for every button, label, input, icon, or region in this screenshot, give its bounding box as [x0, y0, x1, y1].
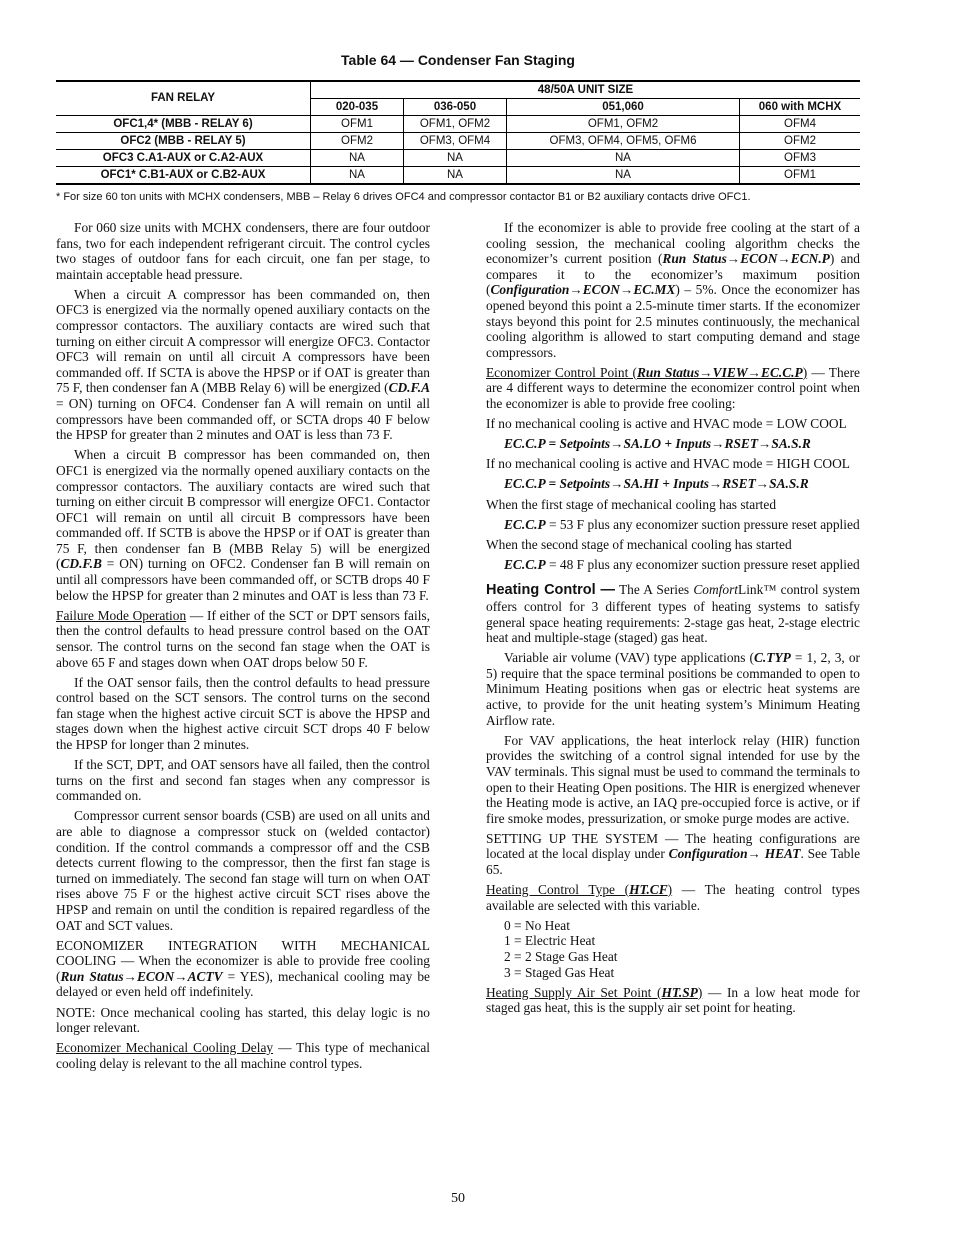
- note: NOTE: Once mechanical cooling has started, this delay logic is no longer relevant.: [56, 1004, 430, 1036]
- table-cell: NA: [404, 167, 507, 185]
- paragraph: Failure Mode Operation — If either of the SCT or DPT sensors fails, then the control defaults to head pressure control based on the OAT sensor. The control turns on the second fan stage when the OAT is above 65 F and stages down when OAT drops below 50 F.: [56, 607, 430, 670]
- paragraph: For 060 size units with MCHX condensers, there are four outdoor fans, two for each independent refrigerant circuit. The control cycles two stages of outdoor fans for each circuit, one fan per stage, to maintain acceptable head pressure.: [56, 220, 430, 282]
- paragraph: Compressor current sensor boards (CSB) are used on all units and are able to diagnose a compressor stuck on (welded contactor) condition. If the control commands a compressor off and the CSB detects current flowing to the compressor, then the first fan stage is turned on immediately. The second fan stage will turn on when OAT rises above 75 F or the highest active circuit SCT rises above the HPSP and remain on until the condition is repaired regardless of the OAT and SCT values.: [56, 808, 430, 933]
- list-item: 2 = 2 Stage Gas Heat: [504, 948, 618, 964]
- paragraph: ECONOMIZER INTEGRATION WITH MECHANICAL COOLING — When the economizer is able to provide free cooling (Run Status→ECON→ACTV = YES), mechanical cooling may be delayed or even held off indefinitely.: [56, 937, 430, 1000]
- subheading: Economizer Mechanical Cooling Delay: [56, 1040, 274, 1056]
- paragraph: When the first stage of mechanical cooling has started: [486, 496, 777, 512]
- subheading: Heating Control Type (HT.CF): [486, 882, 673, 898]
- paragraph: If no mechanical cooling is active and HVAC mode = HIGH COOL: [486, 456, 850, 472]
- table-cell: OFM1: [311, 116, 404, 133]
- paragraph: When the second stage of mechanical cooling has started: [486, 536, 792, 552]
- paragraph: If the SCT, DPT, and OAT sensors have all failed, then the control turns on the first and second fan stages when any compressor is commanded on.: [56, 757, 430, 804]
- formula: EC.C.P = 48 F plus any economizer suction pressure reset applied: [504, 556, 860, 572]
- right-column: [486, 220, 860, 1020]
- table-cell: NA: [507, 167, 740, 185]
- table-cell: OFM3, OFM4, OFM5, OFM6: [507, 133, 740, 150]
- section-heading: Heating Control —: [486, 582, 616, 599]
- table-row: [56, 133, 860, 150]
- paragraph: Heating Control Type (HT.CF) — The heating control types available are selected with this variable.: [486, 882, 860, 913]
- left-column: [56, 220, 430, 1076]
- paragraph: If no mechanical cooling is active and HVAC mode = LOW COOL: [486, 416, 847, 432]
- paragraph: Heating Supply Air Set Point (HT.SP) — In a low heat mode for staged gas heat, this is the supply air set point for heating.: [486, 984, 860, 1016]
- paragraph: If the OAT sensor fails, then the control defaults to head pressure control based on the SCT sensors. The control turns on the second fan stage when the highest active circuit SCT is above the HPSP and stages down when the highest active circuit SCT drops 40 F below the HPSP for longer than 2 minutes.: [56, 674, 430, 752]
- formula: EC.C.P = Setpoints→SA.LO + Inputs→RSET→SA.S.R: [504, 436, 811, 452]
- paragraph: SETTING UP THE SYSTEM — The heating configurations are located at the local display under Configuration→ HEAT. See Table 65.: [486, 830, 861, 877]
- header-size: 060 with MCHX: [740, 99, 861, 116]
- condenser-fan-staging-table: [56, 80, 860, 185]
- formula: EC.C.P = Setpoints→SA.HI + Inputs→RSET→SA.S.R: [504, 476, 809, 492]
- fan-relay-cell: OFC3 C.A1-AUX or C.A2-AUX: [56, 150, 311, 167]
- fan-relay-cell: OFC1,4* (MBB - RELAY 6): [56, 116, 311, 133]
- paragraph: When a circuit B compressor has been commanded on, then OFC1 is energized via the normally opened auxiliary contacts on the compressor contactors. The auxiliary contacts are wired such that turning on either circuit B compressor will energize OFC1. Contactor OFC1 will remain on until all circuit B compressors have been commanded off. If SCTB is above the HPSP or if OAT is greater than 75 F, then condenser fan B (MBB Relay 5) will be energized (CD.F.B = ON) turning on OFC2. Condenser fan B will remain on until all compressors have been commanded off, or SCTB drops 40 F below the HPSP for greater than 2 minutes and OAT is less than 73 F.: [56, 447, 430, 603]
- subheading: Economizer Control Point (Run Status→VIEW→EC.C.P): [486, 364, 808, 380]
- table-cell: OFM1, OFM2: [404, 116, 507, 133]
- subheading: Heating Supply Air Set Point (HT.SP): [486, 984, 703, 1000]
- table-cell: OFM2: [740, 133, 861, 150]
- table-cell: NA: [404, 150, 507, 167]
- list-item: 3 = Staged Gas Heat: [504, 964, 615, 980]
- table-row: [56, 150, 860, 167]
- table-cell: OFM1, OFM2: [507, 116, 740, 133]
- header-size: 036-050: [404, 99, 507, 116]
- table-footnote: * For size 60 ton units with MCHX condensers, MBB – Relay 6 drives OFC4 and compressor contactor B1 or B2 auxiliary contacts drive OFC1.: [56, 191, 751, 203]
- paragraph: For VAV applications, the heat interlock relay (HIR) function provides the switching of a control signal intended for use by the VAV terminals. This signal must be used to command the terminals to open to their Heating Open positions. The HIR is energized whenever the Heating mode is active, an IAQ pre-occupied force is active, or if fire smoke modes, pressurization, or smoke purge modes are active.: [486, 732, 860, 826]
- fan-relay-cell: OFC2 (MBB - RELAY 5): [56, 133, 311, 150]
- paragraph: Economizer Control Point (Run Status→VIEW→EC.C.P) — There are 4 different ways to determine the economizer control point when the economizer is able to provide free cooling:: [486, 364, 860, 412]
- paragraph: Variable air volume (VAV) type applications (C.TYP = 1, 2, 3, or 5) require that the space terminal positions be commanded to open to Minimum Heating positions when gas or electric heat systems are active, to provide for the unit heating system’s Minimum Heating Airflow rate.: [486, 650, 860, 728]
- paragraph: Heating Control — The A Series ComfortLink™ control system offers control for 3 different types of heating systems to satisfy general space heating requirements: 2-stage gas heat, 2-stage electric heat and multiple-stage (staged) gas heat.: [486, 582, 860, 646]
- table-cell: OFM3: [740, 150, 861, 167]
- header-unit-size: 48/50A UNIT SIZE: [311, 81, 861, 99]
- subheading: Failure Mode Operation: [56, 607, 187, 623]
- fan-relay-cell: OFC1* C.B1-AUX or C.B2-AUX: [56, 167, 311, 185]
- header-size: 051,060: [507, 99, 740, 116]
- list-item: 0 = No Heat: [504, 917, 570, 933]
- list-item: 1 = Electric Heat: [504, 933, 596, 949]
- table-cell: OFM3, OFM4: [404, 133, 507, 150]
- table-cell: NA: [311, 167, 404, 185]
- table-row: [56, 116, 860, 133]
- header-fan-relay: FAN RELAY: [56, 81, 311, 116]
- paragraph: When a circuit A compressor has been commanded on, then OFC3 is energized via the normally opened auxiliary contacts on the compressor contactors. The auxiliary contacts are wired such that turning on either circuit A compressor will energize OFC3. Contactor OFC3 will remain on until all circuit A compressors have been commanded off. If SCTA is above the HPSP or if OAT is greater than 75 F, then condenser fan A (MBB Relay 6) will be energized (CD.F.A = ON) turning on OFC4. Condenser fan A will remain on until all compressors have been commanded off, or SCTA drops 40 F below the HPSP for greater than 2 minutes and OAT is less than 73 F.: [56, 286, 430, 443]
- table-cell: OFM4: [740, 116, 861, 133]
- paragraph: If the economizer is able to provide free cooling at the start of a cooling session, the mechanical cooling algorithm checks the economizer’s current position (Run Status→ECON→ECN.P) and compares it to the economizer’s maximum position (Configuration→ECON→EC.MX) – 5%. Once the economizer has opened beyond this point a 2.5-minute timer starts. If the economizer stays beyond this point for 2.5 minutes continuously, the mechanical cooling algorithm is allowed to start computing demand and stage compressors.: [486, 220, 860, 360]
- formula: EC.C.P = 53 F plus any economizer suction pressure reset applied: [504, 516, 860, 532]
- table-cell: OFM1: [740, 167, 861, 185]
- page-number: 50: [451, 1191, 465, 1206]
- table-title: Table 64 — Condenser Fan Staging: [341, 52, 575, 68]
- table-cell: OFM2: [311, 133, 404, 150]
- table-row: [56, 167, 860, 185]
- table-cell: NA: [311, 150, 404, 167]
- table-cell: NA: [507, 150, 740, 167]
- header-size: 020-035: [311, 99, 404, 116]
- paragraph: Economizer Mechanical Cooling Delay — This type of mechanical cooling delay is relevant to the all machine control types.: [56, 1040, 430, 1071]
